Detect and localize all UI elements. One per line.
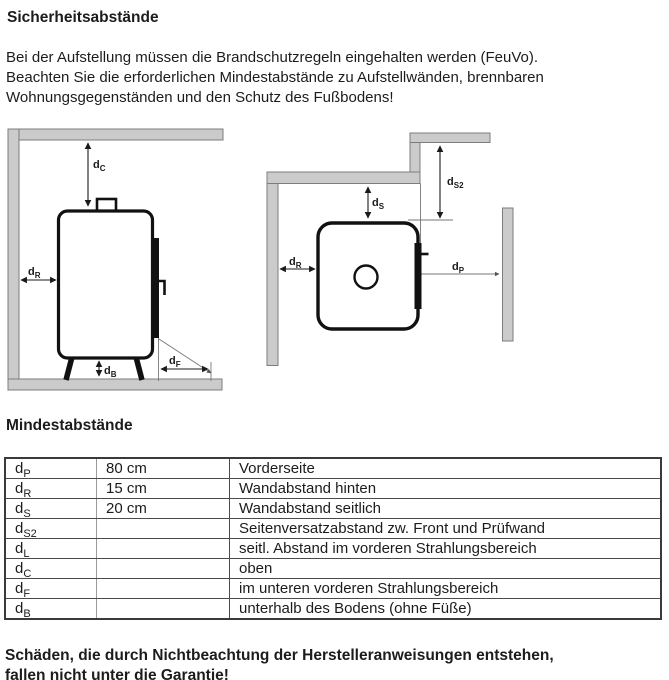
side-view-rear-wall (8, 129, 19, 379)
warranty-warning (5, 646, 669, 680)
value-cell (97, 599, 230, 620)
value-cell (97, 559, 230, 579)
door-handle-side (159, 281, 165, 295)
side-view-diagram (8, 129, 223, 390)
description-cell: oben (230, 559, 662, 579)
stove-door-side (152, 238, 160, 338)
distance-label-dB: $d_B$ (104, 365, 117, 379)
description-cell: unterhalb des Bodens (ohne Füße) (230, 599, 662, 620)
symbol-cell: $d_C$ (5, 559, 97, 579)
table-heading: Mindestabstände (6, 417, 133, 434)
distance-label-dC: $d_C$ (93, 159, 106, 173)
top-view-diagram (267, 133, 513, 366)
page-title: Sicherheitsabstände (7, 9, 159, 26)
distance-label-dP: $d_P$ (452, 261, 465, 275)
radiation-diagonal-line (159, 339, 211, 373)
table-row (5, 479, 661, 499)
table-row (5, 539, 661, 559)
stove-door-top (415, 243, 422, 309)
description-cell: Vorderseite (230, 458, 662, 479)
value-cell: 80 cm (97, 458, 230, 479)
table-row (5, 579, 661, 599)
description-cell: im unteren vorderen Strahlungsbereich (230, 579, 662, 599)
table-row (5, 519, 661, 539)
value-cell: 20 cm (97, 499, 230, 519)
top-view-wall-stub (410, 143, 420, 173)
description-cell: seitl. Abstand im vorderen Strahlungsbereich (230, 539, 662, 559)
stove-leg-right (136, 357, 142, 380)
top-view-side-wall (267, 172, 420, 184)
symbol-cell: $d_S$ (5, 499, 97, 519)
symbol-cell: $d_R$ (5, 479, 97, 499)
stove-body-side (59, 211, 153, 358)
symbol-cell: $d_F$ (5, 579, 97, 599)
symbol-cell: $d_P$ (5, 458, 97, 479)
table-row (5, 458, 661, 479)
table-row (5, 499, 661, 519)
side-view-floor (8, 379, 222, 390)
symbol-cell: $d_{S2}$ (5, 519, 97, 539)
table-row (5, 599, 661, 620)
value-cell (97, 519, 230, 539)
intro-paragraph (6, 48, 669, 108)
description-cell: Wandabstand seitlich (230, 499, 662, 519)
distance-label-dS: $d_S$ (372, 197, 385, 211)
warning-line-1: Schäden, die durch Nichtbeachtung der Herstelleranweisungen entstehen, (5, 647, 554, 664)
side-view-ceiling (8, 129, 223, 140)
warning-line-2: fallen nicht unter die Garantie! (5, 667, 229, 680)
distance-label-dF: $d_F$ (169, 355, 181, 369)
min-distances-table (4, 457, 662, 620)
test-wall (503, 208, 514, 341)
intro-line-1: Bei der Aufstellung müssen die Brandschutzregeln eingehalten werden (FeuVo). (6, 49, 538, 66)
stove-leg-left (66, 357, 72, 380)
description-cell: Seitenversatzabstand zw. Front und Prüfwand (230, 519, 662, 539)
distance-label-dS2: $d_{S2}$ (447, 176, 464, 190)
symbol-cell: $d_B$ (5, 599, 97, 620)
intro-line-3: Wohnungsgegenständen und den Schutz des Fußbodens! (6, 89, 394, 106)
safety-distance-diagrams (0, 119, 669, 404)
table-row (5, 559, 661, 579)
top-view-offset-wall (410, 133, 490, 143)
top-view-rear-wall (267, 184, 278, 366)
description-cell: Wandabstand hinten (230, 479, 662, 499)
value-cell (97, 579, 230, 599)
value-cell: 15 cm (97, 479, 230, 499)
symbol-cell: $d_L$ (5, 539, 97, 559)
flue-outlet-circle (355, 266, 378, 289)
intro-line-2: Beachten Sie die erforderlichen Mindestabstände zu Aufstellwänden, brennbaren (6, 69, 544, 86)
distance-label-dR-top: $d_R$ (289, 256, 302, 270)
value-cell (97, 539, 230, 559)
distance-label-dR-side: $d_R$ (28, 266, 41, 280)
